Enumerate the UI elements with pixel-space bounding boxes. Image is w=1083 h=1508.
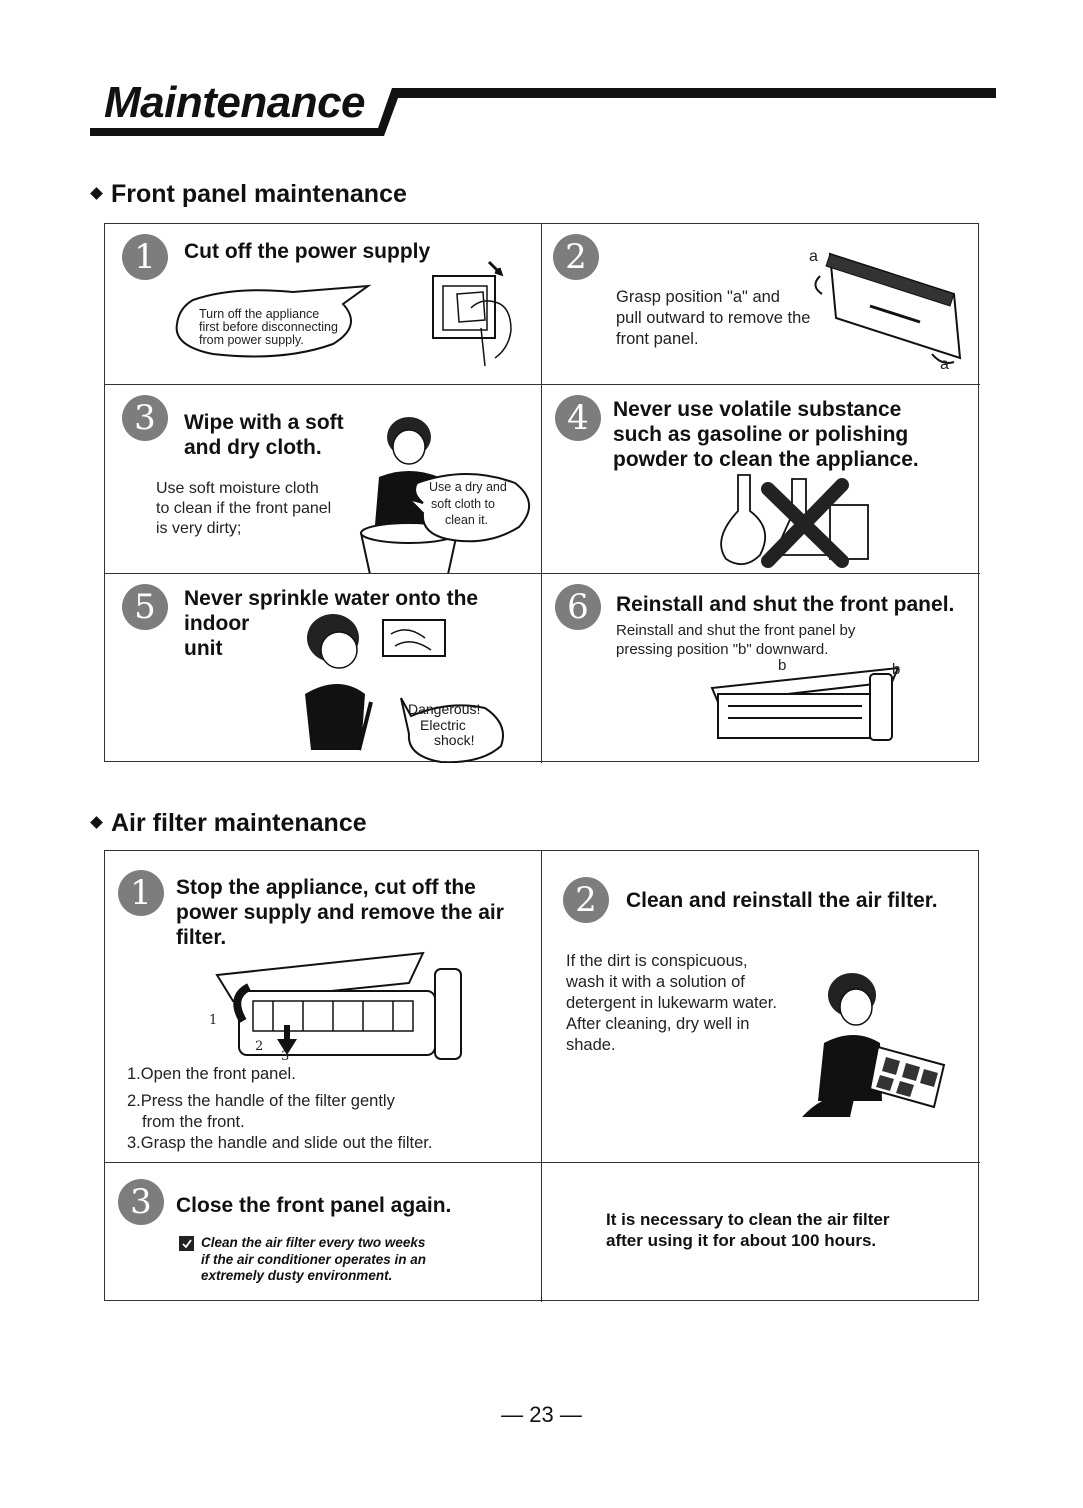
step-text: If the dirt is conspicuous, wash it with a solution of detergent in lukewarm water. After cleaning, dry well in shade. (566, 952, 777, 1054)
label-a-top: a (809, 248, 818, 265)
lab-bottles-cross-icon (712, 471, 882, 571)
front-panel-heading: Front panel maintenance (90, 180, 407, 209)
step-title: Cut off the power supply (184, 240, 431, 263)
step-title: Never use volatile substance such as gasoline or polishing powder to clean the appliance. (613, 398, 919, 471)
page-title-banner (88, 78, 1000, 142)
step-title: Never sprinkle water onto the indoor unit (184, 587, 479, 660)
front-step-2 (542, 224, 980, 385)
front-step-5 (105, 574, 542, 763)
label-b-left: b (778, 657, 787, 674)
label-b-right: b (892, 661, 901, 678)
bubble-text: Dangerous! Electric shock! (408, 701, 481, 748)
step-title: Clean and reinstall the air filter. (626, 889, 938, 912)
diagram-label-1: 1 (209, 1013, 218, 1028)
step-number: 1 (118, 870, 164, 916)
notice-text: It is necessary to clean the air filter after using it for about 100 hours. (606, 1210, 890, 1250)
front-panel-grid (104, 223, 979, 762)
diagram-label-2: 2 (255, 1039, 264, 1054)
filter-step-2 (542, 851, 980, 1163)
bubble-text: Turn off the appliance first before disconnecting from power supply. (199, 307, 338, 347)
step-text: Grasp position "a" and pull outward to remove the front panel. (616, 288, 811, 348)
front-step-1 (105, 224, 542, 385)
step-number: 2 (553, 234, 599, 280)
step-title: Close the front panel again. (176, 1194, 452, 1217)
front-step-3 (105, 385, 542, 574)
step-title: Wipe with a soft and dry cloth. (184, 411, 344, 459)
air-filter-heading: Air filter maintenance (90, 809, 367, 838)
step-number: 2 (563, 877, 609, 923)
note-checkbox-icon (179, 1236, 195, 1252)
front-step-4 (542, 385, 980, 574)
page-number: — 23 — (501, 1402, 582, 1427)
step-number: 3 (118, 1179, 164, 1225)
step-number: 6 (555, 584, 601, 630)
front-step-6 (542, 574, 980, 763)
step-note: Clean the air filter every two weeks if the air conditioner operates in an extremely dusty environment. (201, 1235, 427, 1283)
step-text: Reinstall and shut the front panel by pressing position "b" downward. (616, 622, 856, 658)
step-title: Reinstall and shut the front panel. (616, 593, 955, 616)
step-list: 1.Open the front panel. 2.Press the handle of the filter gently from the front. 3.Grasp the handle and slide out the filter. (127, 1065, 433, 1152)
ac-unit-icon (702, 664, 892, 744)
label-a-bottom: a (940, 356, 949, 373)
woman-washing-icon (788, 971, 958, 1121)
filter-step-3 (105, 1163, 542, 1302)
power-socket-icon (429, 248, 539, 368)
step-number: 3 (122, 395, 168, 441)
filter-notice (542, 1163, 980, 1302)
step-number: 1 (122, 234, 168, 280)
filter-step-1 (105, 851, 542, 1163)
step-title: Stop the appliance, cut off the power supply and remove the air filter. (176, 876, 504, 949)
bubble-text: Use a dry and soft cloth to clean it. (429, 480, 507, 527)
filter-panel-icon (213, 951, 473, 1061)
step-number: 4 (555, 395, 601, 441)
air-filter-grid (104, 850, 979, 1301)
step-text: Use soft moisture cloth to clean if the front panel is very dirty; (156, 480, 332, 537)
diagram-label-3: 3 (281, 1049, 290, 1064)
page-title: Maintenance (104, 78, 366, 127)
step-number: 5 (122, 584, 168, 630)
